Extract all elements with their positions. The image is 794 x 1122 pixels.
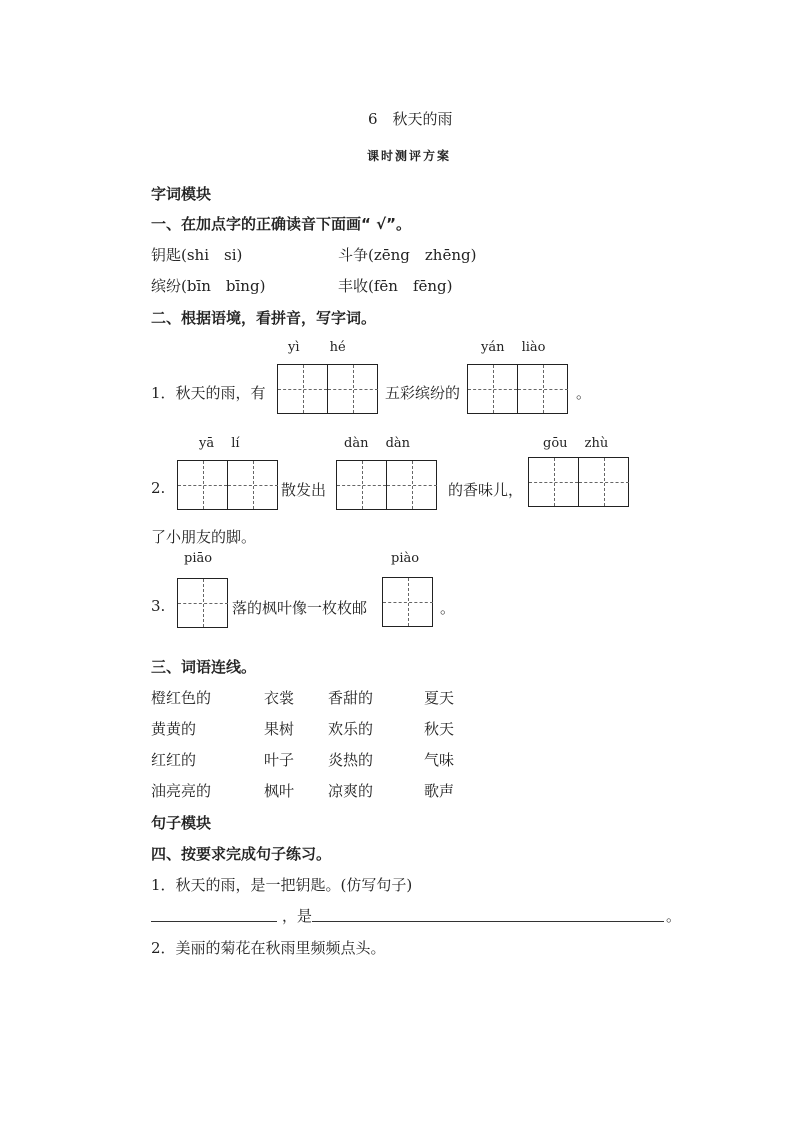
writing-cell[interactable]	[178, 579, 228, 627]
match-word[interactable]: 气味	[424, 751, 455, 769]
match-word[interactable]: 红红的	[151, 751, 197, 769]
writing-box-ya-li[interactable]	[177, 460, 278, 510]
writing-cell[interactable]	[579, 458, 629, 506]
writing-cell[interactable]	[468, 365, 518, 413]
q1-item-1: 钥匙(shi si)	[151, 246, 243, 264]
writing-box-yan-liao[interactable]	[467, 364, 568, 414]
pinyin-piao-1: piāo	[184, 551, 213, 566]
writing-box-yi-he[interactable]	[277, 364, 378, 414]
answer-line-1[interactable]	[151, 921, 277, 922]
writing-box-dan-dan[interactable]	[336, 460, 437, 510]
q2-s3-num: 3.	[151, 597, 166, 615]
q4-item-2: 2．美丽的菊花在秋雨里频频点头。	[151, 939, 386, 957]
match-word[interactable]: 枫叶	[264, 782, 295, 800]
answer-line-2[interactable]	[312, 921, 664, 922]
q1-item-4: 丰收(fēn fēng)	[338, 277, 453, 295]
writing-cell[interactable]	[337, 461, 387, 509]
pinyin-piao-2: piào	[391, 551, 420, 566]
q3-heading: 三、词语连线。	[151, 658, 257, 676]
page-subtitle: 课时测评方案	[367, 149, 452, 163]
q4-item-1-end: 。	[666, 907, 682, 925]
q4-heading: 四、按要求完成句子练习。	[151, 845, 332, 863]
writing-cell[interactable]	[383, 578, 433, 626]
page-title: 6 秋天的雨	[368, 110, 453, 128]
pinyin-ya-li: yā lí	[199, 436, 240, 451]
match-word[interactable]: 衣裳	[264, 689, 295, 707]
match-word[interactable]: 歌声	[424, 782, 455, 800]
q2-s2-text-cont: 了小朋友的脚。	[151, 528, 257, 546]
q2-s3-text-mid: 落的枫叶像一枚枚邮	[232, 599, 368, 617]
q4-item-1-mid: ，是	[282, 907, 313, 925]
writing-box-gou-zhu[interactable]	[528, 457, 629, 507]
q2-s1-text-mid: 五彩缤纷的	[385, 384, 461, 402]
match-word[interactable]: 香甜的	[328, 689, 374, 707]
q2-s2-text-mid1: 散发出	[281, 481, 327, 499]
q2-s2-num: 2.	[151, 479, 166, 497]
writing-cell[interactable]	[529, 458, 579, 506]
q2-heading: 二、根据语境，看拼音，写字词。	[151, 309, 377, 327]
q1-item-3: 缤纷(bīn bīng)	[151, 277, 266, 295]
writing-box-piao-2[interactable]	[382, 577, 433, 627]
match-word[interactable]: 果树	[264, 720, 295, 738]
writing-cell[interactable]	[228, 461, 278, 509]
writing-cell[interactable]	[518, 365, 568, 413]
pinyin-dan-dan: dàn dàn	[344, 436, 411, 451]
match-word[interactable]: 黄黄的	[151, 720, 197, 738]
q1-heading: 一、在加点字的正确读音下面画“ √”。	[151, 215, 411, 233]
module-sentences-label: 句子模块	[151, 814, 212, 832]
writing-cell[interactable]	[178, 461, 228, 509]
writing-box-piao-1[interactable]	[177, 578, 228, 628]
match-word[interactable]: 秋天	[424, 720, 455, 738]
writing-cell[interactable]	[328, 365, 378, 413]
q1-item-2: 斗争(zēng zhēng)	[338, 246, 477, 264]
match-word[interactable]: 叶子	[264, 751, 295, 769]
match-word[interactable]: 欢乐的	[328, 720, 374, 738]
pinyin-gou-zhu: gōu zhù	[543, 436, 609, 451]
module-words-label: 字词模块	[151, 185, 212, 203]
q2-s2-text-mid2: 的香味儿，	[448, 481, 524, 499]
q2-s3-text-end: 。	[440, 599, 456, 617]
writing-cell[interactable]	[278, 365, 328, 413]
q2-s1-text-start: 1．秋天的雨，有	[151, 384, 266, 402]
q2-s1-text-end: 。	[576, 384, 592, 402]
match-word[interactable]: 炎热的	[328, 751, 374, 769]
pinyin-yan-liao: yán liào	[481, 340, 546, 355]
writing-cell[interactable]	[387, 461, 437, 509]
q4-item-1: 1．秋天的雨，是一把钥匙。(仿写句子)	[151, 876, 413, 894]
match-word[interactable]: 橙红色的	[151, 689, 212, 707]
match-word[interactable]: 凉爽的	[328, 782, 374, 800]
pinyin-yi-he: yì hé	[288, 340, 346, 355]
match-word[interactable]: 油亮亮的	[151, 782, 212, 800]
match-word[interactable]: 夏天	[424, 689, 455, 707]
